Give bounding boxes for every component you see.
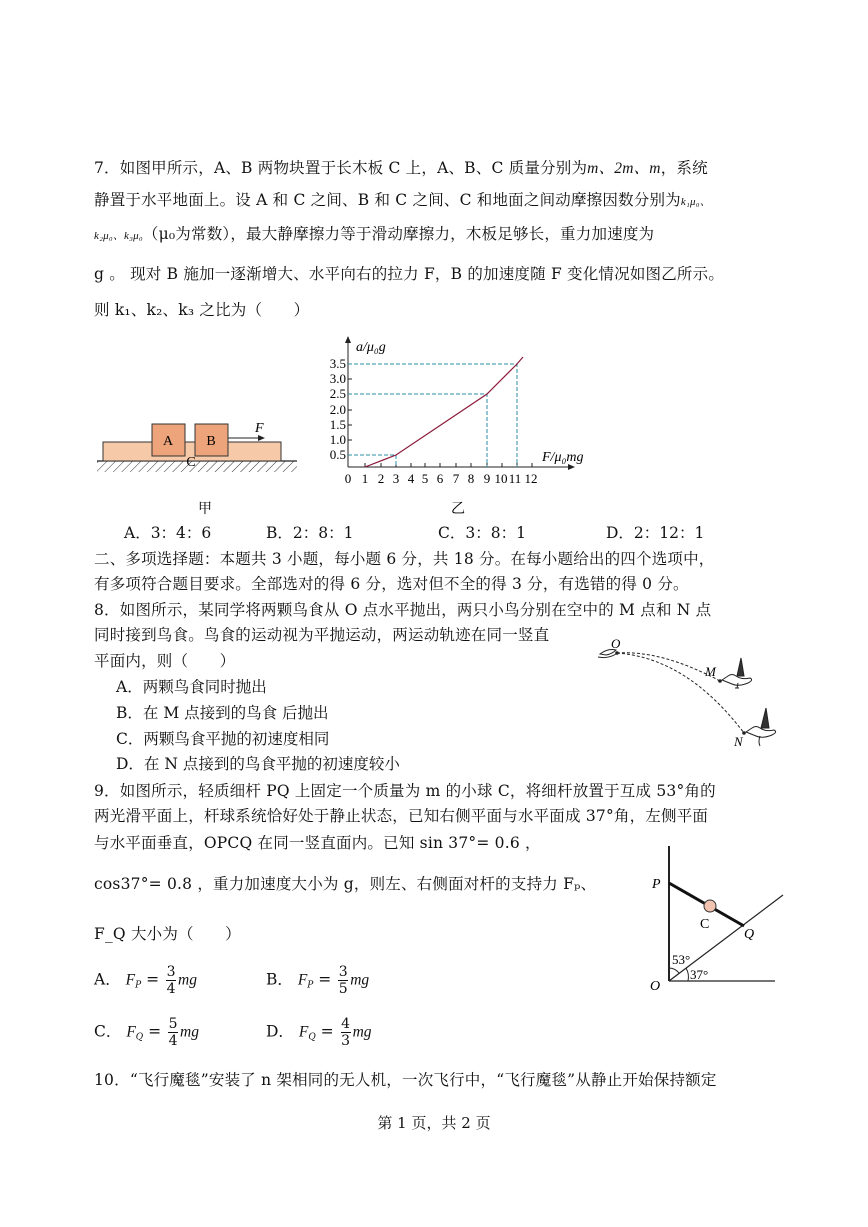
q8-option-d[interactable]: D．在 N 点接到的鸟食平抛的初速度较小 [116,755,400,773]
q9-line-1: 9．如图所示，轻质细杆 PQ 上固定一个质量为 m 的小球 C，将细杆放置于互成 53°角的 [94,782,716,800]
bird-m-icon [722,658,752,688]
fraction: $\frac{4}{3}$ [341,1016,351,1049]
a-f-curve [365,357,523,467]
q7-line-2-text: 静置于水平地面上。设 A 和 C 之间、B 和 C 之间、C 和地面之间动摩擦因数分别为 [94,191,681,209]
option-var: F [298,1023,309,1041]
q7-line-1-text: 7．如图甲所示，A、B 两物块置于长木板 C 上，A、B、C 质量分别为 [94,159,588,177]
svg-text:3.0: 3.0 [329,371,346,386]
q7-line-2 [94,188,711,210]
block-b-label: B [206,434,216,449]
q7-line-3-text: （μ₀为常数），最大静摩擦力等于滑动摩擦力，木板足够长，重力加速度为 [142,225,655,243]
q7-option-c[interactable]: C．3：8：1 [438,524,526,542]
point-n-label: N [734,734,743,749]
option-sub: Q [135,1032,144,1043]
q9-line-3: 与水平面垂直，OPCQ 在同一竖直面内。已知 sin 37°= 0.6 ， [94,834,541,852]
bird-n-icon [746,708,776,746]
force-label: F [255,421,264,436]
section2-line-2: 有多项符合题目要求。全部选对的得 6 分，选对但不全的得 3 分，有选错的得 0 分。 [94,575,689,593]
q7-line-1-end: ，系统 [660,159,708,177]
q7-line-5: 则 k₁、k₂、k₃ 之比为（ ） [94,301,310,319]
angle-37-label: 37° [690,967,709,982]
svg-text:1.0: 1.0 [329,432,346,447]
ball-c [704,900,716,912]
option-letter: A． [94,970,121,989]
point-c-label: C [700,917,710,932]
q7-line-1 [94,156,708,178]
point-m-label: M [705,664,716,679]
section2-line-1: 二、多项选择题：本题共 3 小题，每小题 6 分，共 18 分。在每小题给出的四个选项中， [94,550,715,568]
q8-option-c[interactable]: C．两颗鸟食平抛的初速度相同 [116,730,330,748]
option-letter: D． [266,1022,294,1041]
q7-coefs: k₂μ₀、k₃μ₀ [94,230,143,242]
q8-line-1: 8．如图所示，某同学将两颗鸟食从 O 点水平抛出，两只小鸟分别在空中的 M 点和 N 点 [94,601,712,619]
svg-text:8: 8 [467,471,475,486]
option-sub: P [135,980,142,991]
svg-text:3: 3 [392,471,400,486]
svg-text:1.5: 1.5 [329,417,346,432]
y-tick-labels [330,356,346,462]
ground-hatch [97,461,297,472]
page-footer: 第 1 页，共 2 页 [377,1114,491,1132]
svg-text:1: 1 [361,471,369,486]
q8-option-b[interactable]: B．在 M 点接到的鸟食 后抛出 [116,704,329,722]
q8-option-a[interactable]: A．两颗鸟食同时抛出 [116,678,267,696]
q9-option-c[interactable]: C． $F_Q$ = $\frac{5}{4}$ mg [94,1016,199,1049]
svg-text:9: 9 [483,471,491,486]
q7-option-b[interactable]: B．2：8：1 [266,524,354,542]
option-tail: mg [352,1023,372,1041]
q9-line-2: 两光滑平面上，杆球系统恰好处于静止状态，已知右侧平面与水平面成 37°角，左侧平面 [94,807,709,825]
q9-option-b[interactable]: B． $F_P$ = $\frac{3}{5}$ mg [266,964,370,997]
q7-option-a[interactable]: A．3：4：6 [124,524,212,542]
svg-text:3.5: 3.5 [329,356,346,371]
q9-option-a[interactable]: A． $F_P$ = $\frac{3}{4}$ mg [94,964,197,997]
point-o-label: O [650,979,661,994]
fraction: $\frac{3}{4}$ [166,964,176,997]
option-sub: P [307,980,314,991]
q7-masses: m、2m、m [587,160,661,177]
svg-text:2: 2 [377,471,385,486]
q8-line-3: 平面内，则（ ） [94,652,236,670]
point-q-label: Q [744,927,755,942]
option-tail: mg [350,971,370,989]
svg-text:7: 7 [452,471,460,486]
option-var: F [297,971,308,989]
q7-option-d[interactable]: D．2：12：1 [606,524,705,542]
figure-blocks [95,405,310,525]
svg-text:12: 12 [524,471,538,486]
figure-rod [640,840,800,1000]
option-tail: mg [180,1023,199,1041]
guide-lines [348,364,517,467]
fraction: $\frac{5}{4}$ [168,1016,178,1049]
svg-text:11: 11 [508,471,522,486]
figure-jia-caption: 甲 [198,502,212,517]
y-axis-label: a/μ₀g [356,340,386,355]
point-o-label: O [611,636,621,651]
option-letter: C． [94,1022,122,1041]
figure-birds [592,636,792,756]
q9-line-4: cos37°= 0.8 ，重力加速度大小为 g，则左、右侧面对杆的支持力 Fₚ、 [94,875,597,893]
q9-line-5: F_Q 大小为（ ） [94,925,241,943]
svg-text:5: 5 [421,471,429,486]
q7-line-4: g 。 现对 B 施加一逐渐增大、水平向右的拉力 F，B 的加速度随 F 变化情况如图乙所示。 [94,265,725,283]
q10-line-1: 10．“飞行魔毯”安装了 n 架相同的无人机，一次飞行中，“飞行魔毯”从静止开始保持额定 [94,1071,717,1089]
svg-text:2.5: 2.5 [329,386,346,401]
svg-text:10: 10 [494,471,508,486]
option-sub: Q [308,1032,316,1043]
q7-line-3 [94,222,654,244]
option-var: F [125,971,136,989]
q7-coef1: k₁μ₀、 [680,196,711,208]
option-letter: B． [266,970,293,989]
svg-text:6: 6 [436,471,444,486]
svg-text:0.5: 0.5 [329,447,346,462]
option-var: F [126,1023,136,1041]
x-axis-label: F/μ₀mg [542,450,584,465]
figure-chart [320,333,590,523]
svg-text:0: 0 [344,471,352,486]
angle-53-label: 53° [672,952,691,967]
y-axis-arrow-icon [345,336,351,343]
svg-text:4: 4 [407,471,415,486]
block-a-label: A [162,434,174,449]
option-tail: mg [178,971,197,989]
q9-option-d[interactable]: D． $F_Q$ = $\frac{4}{3}$ mg [266,1016,372,1049]
svg-text:2.0: 2.0 [329,402,346,417]
board-c-label: C [186,455,196,470]
q8-line-2: 同时接到鸟食。鸟食的运动视为平抛运动，两运动轨迹在同一竖直 [94,626,550,644]
point-p-label: P [652,877,661,892]
fraction: $\frac{3}{5}$ [338,964,348,997]
x-tick-labels [345,471,538,486]
trajectory-n [617,653,744,733]
figure-yi-caption: 乙 [451,502,465,517]
